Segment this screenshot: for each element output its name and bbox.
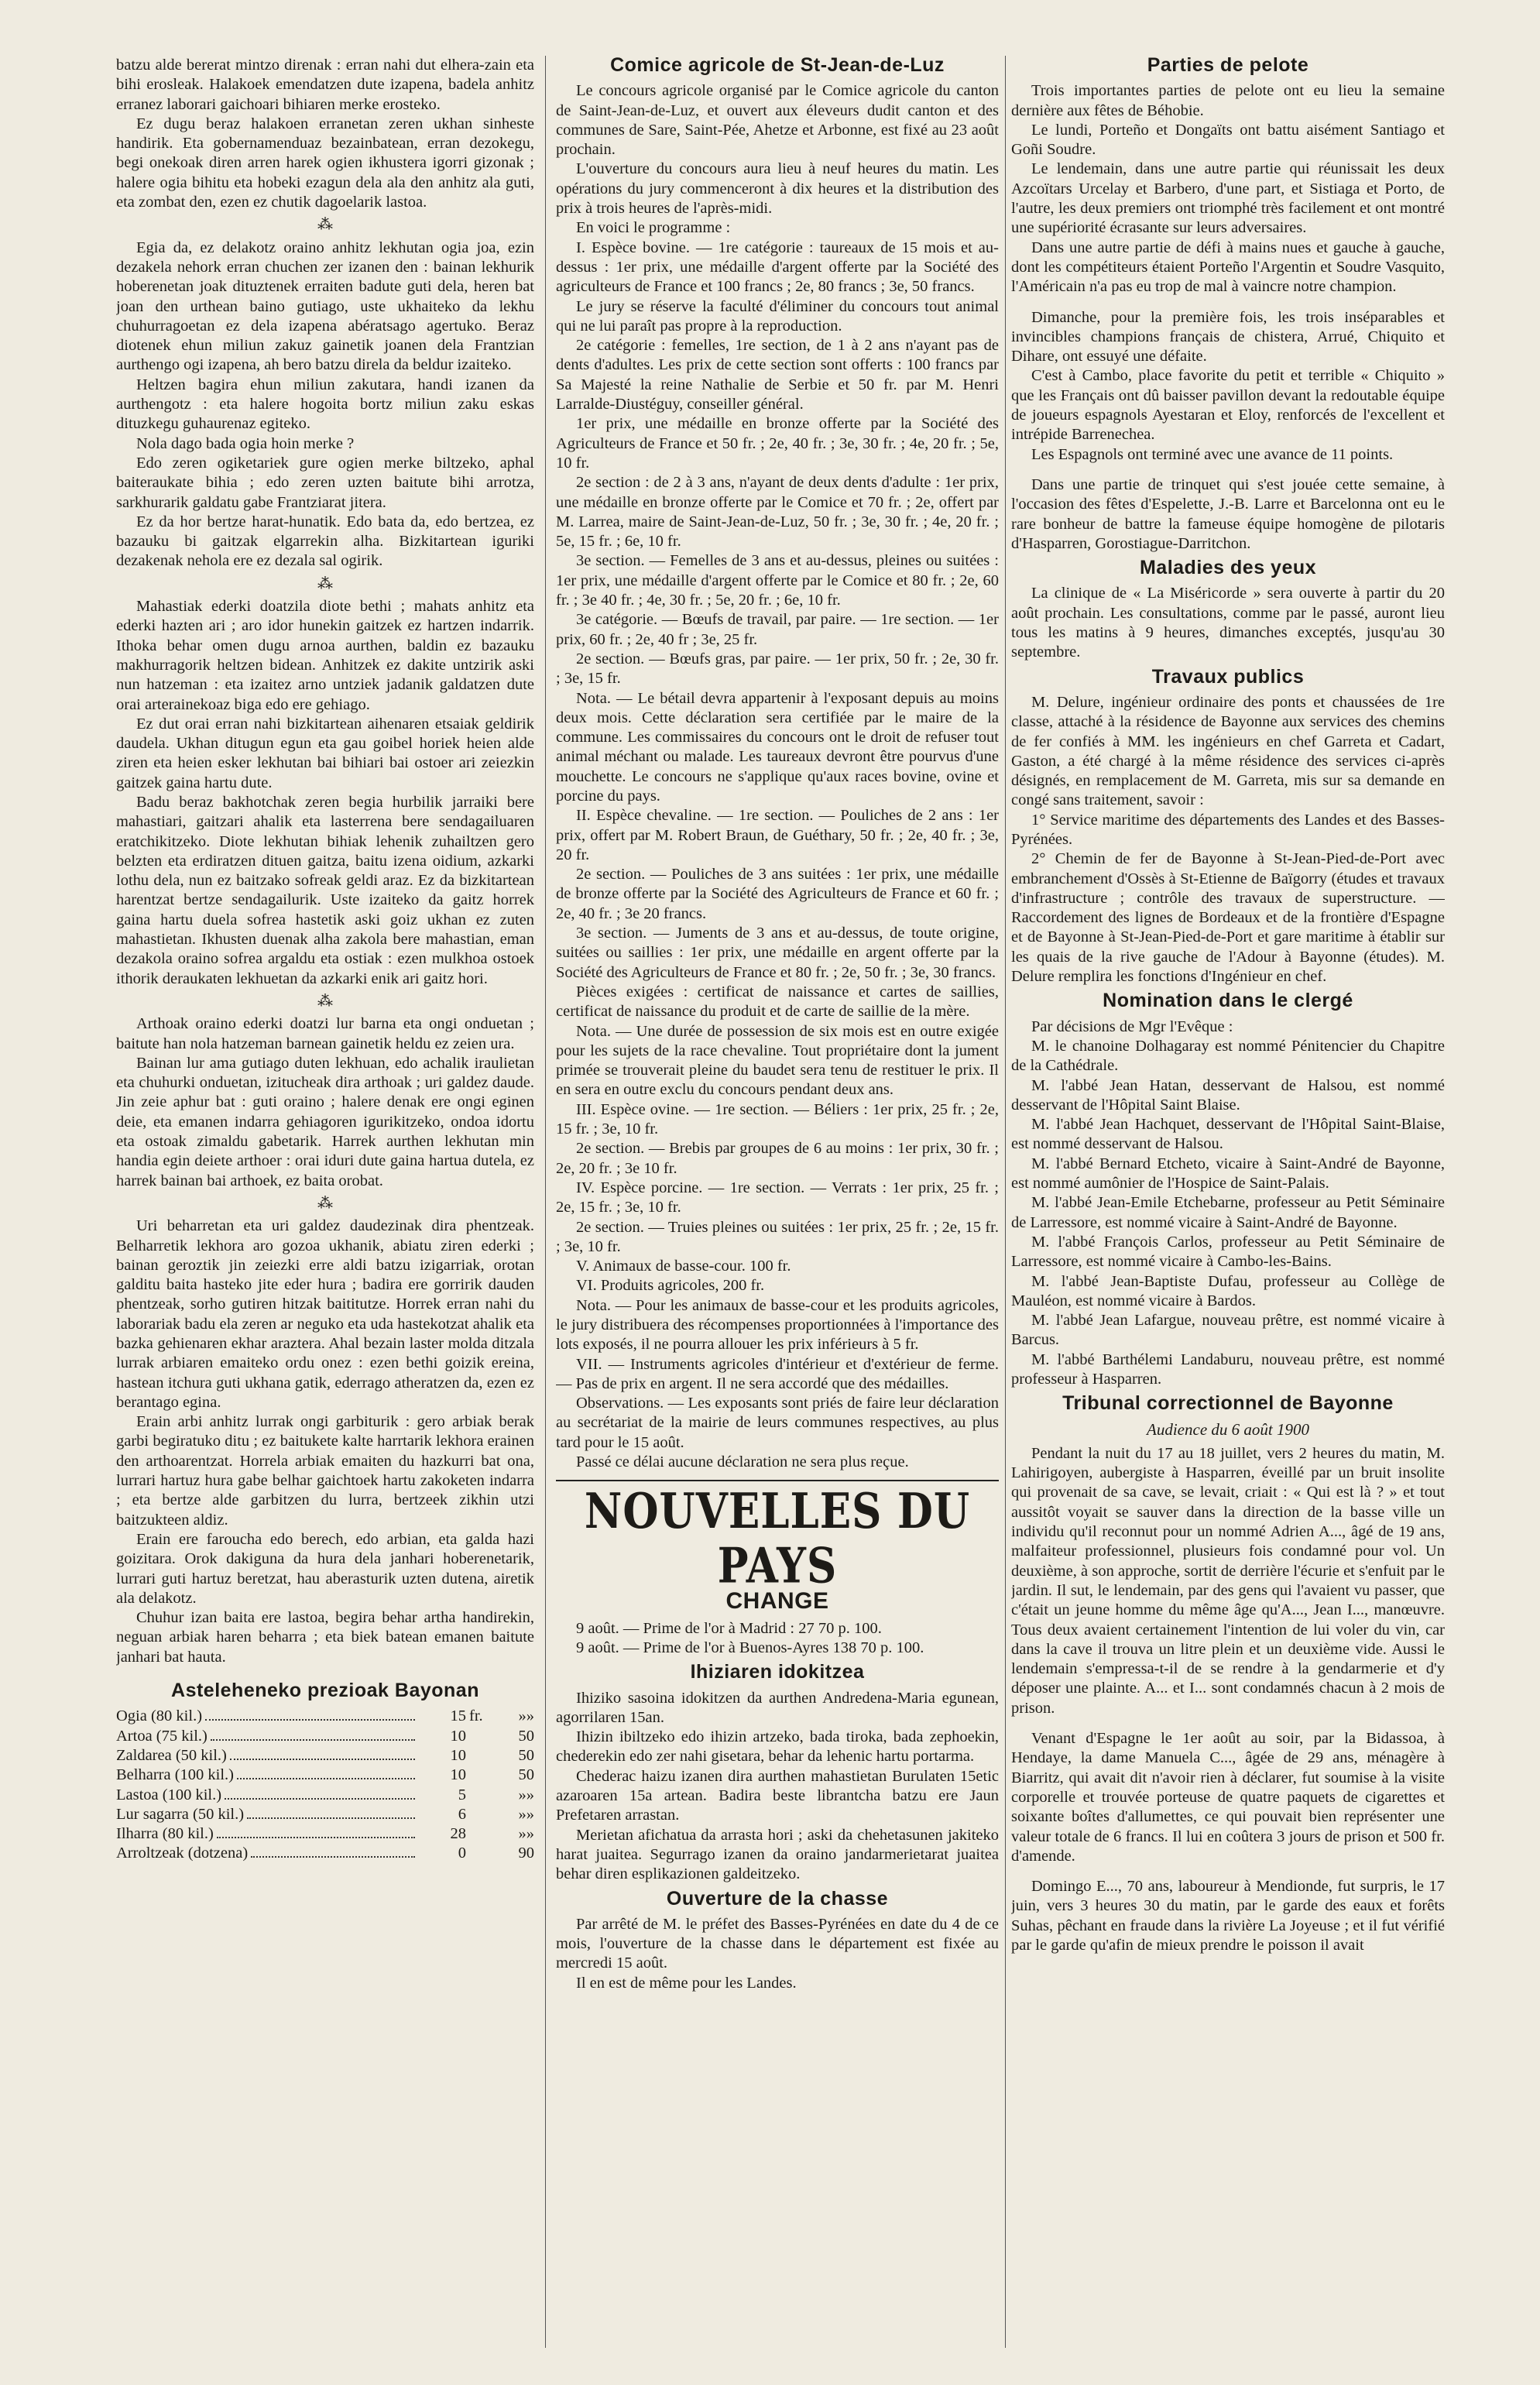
paragraph: M. l'abbé Jean-Baptiste Dufau, professeur au Collège de Mauléon, est nommé vicaire à Bardos. <box>1011 1272 1445 1309</box>
heading-tribunal: Tribunal correctionnel de Bayonne <box>1062 1392 1394 1415</box>
price-row <box>116 1707 534 1726</box>
heading-chasse: Ouverture de la chasse <box>666 1887 889 1910</box>
paragraph: L'ouverture du concours aura lieu à neuf heures du matin. Les opérations du jury commenceront à dix heures et la distribution des prix à trois heures de l'après-midi. <box>556 160 999 218</box>
price-francs: 15 <box>450 1707 466 1725</box>
paragraph: IV. Espèce porcine. — 1re section. — Verrats : 1er prix, 25 fr. ; 2e, 15 fr. ; 3e, 10 fr. <box>556 1179 999 1217</box>
paragraph: M. l'abbé Jean Hatan, desservant de Halsou, est nommé desservant de l'Hôpital Saint Blaise. <box>1011 1076 1445 1114</box>
price-row <box>116 1824 534 1844</box>
paragraph: 2e section. — Brebis par groupes de 6 au moins : 1er prix, 30 fr. ; 2e, 20 fr. ; 3e 10 fr. <box>556 1140 999 1177</box>
price-francs: 10 <box>450 1746 466 1764</box>
paragraph: V. Animaux de basse-cour. 100 fr. <box>576 1258 791 1275</box>
paragraph: Erain ere faroucha edo berech, edo arbian, eta galda hazi goizitara. Orok dakiguna da hura dela janhari hoberenetarik, lurrari guti hartuz beretzat, hau aberasturik uzten dutena, airetik ala delakotz. <box>116 1530 534 1607</box>
section-stars: ⁂ <box>317 1194 333 1212</box>
paragraph: Dans une autre partie de défi à mains nues et gauche à gauche, dont les compétiteurs étaient Porteño l'Argentin et Soudre Vasquito, l'Américain n'a pas eu trop de mal à vaincre notre champion. <box>1011 238 1445 296</box>
price-francs: 0 <box>458 1845 466 1862</box>
paragraph: Dans une partie de trinquet qui s'est jouée cette semaine, à l'occasion des fêtes d'Espelette, J.-B. Larre et Barcelonna ont eu le rare bonheur de battre la fameuse équipe homogène de pilotaris d'Hasparren, Gorostiague-Darritchon. <box>1011 475 1445 552</box>
paragraph: La clinique de « La Miséricorde » sera ouverte à partir du 20 août prochain. Les consultations, comme par le passé, auront lieu tous les matins à 9 heures, dimanches exceptés, jusqu'au 30 septembre. <box>1011 585 1445 661</box>
price-list <box>116 1707 534 1863</box>
price-row <box>116 1746 534 1766</box>
dot-leader <box>205 1719 415 1721</box>
heading-comice: Comice agricole de St-Jean-de-Luz <box>610 56 945 76</box>
paragraph: Pièces exigées : certificat de naissance et cartes de saillies, certificat de naissance du produit et de carte de saillie de la mère. <box>556 983 999 1021</box>
paragraph: I. Espèce bovine. — 1re catégorie : taureaux de 15 mois et au-dessus : 1er prix, une médaille d'argent offerte par la Société des agriculteurs de France et 100 francs ; 2e, 80 francs ; 3e, 50 francs. <box>556 238 999 296</box>
paragraph: Il en est de même pour les Landes. <box>576 1974 797 1992</box>
heading-pelote: Parties de pelote <box>1147 56 1309 76</box>
column-rule <box>545 56 546 2348</box>
paragraph: Passé ce délai aucune déclaration ne sera plus reçue. <box>576 1453 909 1471</box>
paragraph: Pendant la nuit du 17 au 18 juillet, vers 2 heures du matin, M. Lahirigoyen, aubergiste à Hasparren, éveillé par un bruit insolite qui provenait de sa cave, se levait, criait : « Qui est là ? » et tout aussitôt voyait se sauver dans la direction de la basse ville un individu qu'il reconnut pour un nommé Adrien A..., âgé de 19 ans, malfaiteur professionnel, plusieurs fois condamné pour vol. Un deuxième, à son approche, sortit de derrière l'écurie et s'enfuit par le jardin. Il sut, le lendemain, par des gens qui l'avaient vu passer, que c'était un jeune homme du même âge qu'A..., Jean I..., manœuvre. Tous deux avaient certainement l'intention de lui voler du vin, car dans la cave il trouva un litre plein et un deuxième vide. Aussi le lendemain s'empressa-t-il de se rendre à la gendarmerie et d'y déposer une plainte. A... et I... sont condamnés chacun à 2 mois de prison. <box>1011 1444 1445 1717</box>
paragraph: Trois importantes parties de pelote ont eu lieu la semaine dernière aux fêtes de Béhobie. <box>1011 82 1445 119</box>
heading-change: CHANGE <box>725 1588 829 1615</box>
paragraph: Ihiziko sasoina idokitzen da aurthen Andredena-Maria egunean, agorrilaren 15an. <box>556 1689 999 1726</box>
price-centimes: »» <box>518 1825 534 1843</box>
paragraph: II. Espèce chevaline. — 1re section. — Pouliches de 2 ans : 1er prix, offert par M. Robert Braun, de Guéthary, 50 fr. ; 2e, 40 fr. ; 3e, 20 fr. <box>556 807 999 863</box>
paragraph: Les Espagnols ont terminé avec une avance de 11 points. <box>1031 445 1394 463</box>
price-item-name: Artoa (75 kil.) <box>116 1727 208 1745</box>
dot-leader <box>237 1778 415 1779</box>
paragraph: Le jury se réserve la faculté d'éliminer du concours tout animal qui ne lui paraît pas propre à la reproduction. <box>556 297 999 335</box>
paragraph: Edo zeren ogiketariek gure ogien merke biltzeko, aphal baiteraukate bihia ; edo zeren uzten baitute bihi arrotza, sarkhurarik galdatu gabe Frantziarat jitera. <box>116 454 534 511</box>
section-stars: ⁂ <box>317 216 333 234</box>
paragraph: M. l'abbé Jean-Emile Etchebarne, professeur au Petit Séminaire de Larressore, est nommé vicaire à Saint-André de Bayonne. <box>1011 1194 1445 1231</box>
price-francs: 28 <box>450 1825 466 1843</box>
paragraph: Chuhur izan baita ere lastoa, begira behar artha handirekin, neguan arbiak haren beharra ; eta biek batean emanen baitute janhari bat hauta. <box>116 1609 534 1666</box>
paragraph: III. Espèce ovine. — 1re section. — Béliers : 1er prix, 25 fr. ; 2e, 15 fr. ; 3e, 10 fr. <box>556 1100 999 1138</box>
paragraph: M. l'abbé Barthélemi Landaburu, nouveau prêtre, est nommé professeur à Hasparren. <box>1011 1350 1445 1388</box>
dot-leader <box>225 1798 415 1800</box>
paragraph: 3e section. — Femelles de 3 ans et au-dessus, pleines ou suitées : 1er prix, une médaille d'argent offerte par le Comice et 80 fr. ; 2e, 60 fr. ; 3e 40 fr. ; 4e, 30 fr. ; 5e, 20 fr. ; 6e, 10 fr. <box>556 552 999 609</box>
dot-leader <box>247 1817 415 1819</box>
paragraph: Par arrêté de M. le préfet des Basses-Pyrénées en date du 4 de ce mois, l'ouverture de la chasse dans le département est fixée au mercredi 15 août. <box>556 1915 999 1972</box>
section-stars: ⁂ <box>317 575 333 592</box>
paragraph: Ez dut orai erran nahi bizkitartean aihenaren etsaiak geldirik daudela. Ukhan ditugun egun eta gau goibel horiek heien alde ziren eta heien esker lekhutan bai bihiari bai ostoer ari zeiezkin gaitzek gaina hartu dute. <box>116 715 534 791</box>
paragraph: Nota. — Une durée de possession de six mois est en outre exigée pour les sujets de la race chevaline. Tout propriétaire dont la jument primée se trouverait pleine du baudet sera tenu de restituer le prix. Il en sera en outre exclu du concours pendant deux ans. <box>556 1022 999 1099</box>
paragraph: VI. Produits agricoles, 200 fr. <box>576 1277 765 1295</box>
paragraph: Mahastiak ederki doatzila diote bethi ; mahats anhitz eta ederki hazten ari ; aro idor hunekin gaitzek ez hartzen indarrik. Ithoka behar omen dugu arnoa aurthen, baldin ez bazauku makhurragorik heltzen bidean. Anhitzek ez dakite untzirik aski nun hatzeman : eta izaitez arno untziek jadanik galdatzen dute orai arterainekoaz biga edo ere gehiago. <box>116 598 534 713</box>
price-item-name: Arroltzeak (dotzena) <box>116 1845 249 1862</box>
paragraph: Observations. — Les exposants sont priés de faire leur déclaration au secrétariat de la mairie de leurs communes respectives, au plus tard pour le 15 août. <box>556 1395 999 1451</box>
rates-heading: Asteleheneko prezioak Bayonan <box>171 1680 479 1702</box>
paragraph: Bainan lur ama gutiago duten lekhuan, edo achalik iraulietan eta chuhurki onduetan, izitucheak dira arthoak ; uri galdez daude. Jin zeie aphur bat : guti oraino ; halere denak ere ongi eginen deie, eta emanen indarra gehiagoren igurikitzeko, ondoa idortu eta ostoak zimaldu gabetarik. Harrek aurthen lekhutan min handia egin deiete arthoer : orai iduri dute gaina hartua dutela, ez harrek bainan bai arthoek, ez baita orobat. <box>116 1054 534 1189</box>
divider <box>556 1480 999 1481</box>
paragraph: 2e catégorie : femelles, 1re section, de 1 à 2 ans n'ayant pas de dents d'adultes. Les prix de cette section sont offerts : 100 francs par Sa Majesté la reine Nathalie de Serbie et 50 fr. par M. Henri Larralde-Diustéguy, conseiller général. <box>556 337 999 414</box>
price-item-name: Ogia (80 kil.) <box>116 1707 203 1725</box>
price-centimes: 50 <box>518 1727 534 1745</box>
paragraph: 2e section : de 2 à 3 ans, n'ayant de deux dents d'adulte : 1er prix, une médaille en bronze offerte par le Comice et 70 fr. ; 2e, offert par M. Larrea, maire de Saint-Jean-de-Luz, 50 fr. ; 3e, 30 fr. ; 4e, 20 fr. ; 5e, 15 fr. ; 6e, 10 fr. <box>556 474 999 551</box>
price-row <box>116 1844 534 1863</box>
paragraph: 2e section. — Bœufs gras, par paire. — 1er prix, 50 fr. ; 2e, 30 fr. ; 3e, 15 fr. <box>556 650 999 688</box>
price-centimes: 50 <box>518 1766 534 1784</box>
paragraph: M. l'abbé Jean Hachquet, desservant de l'Hôpital Saint-Blaise, est nommé desservant de Halsou. <box>1011 1116 1445 1153</box>
paragraph: 3e catégorie. — Bœufs de travail, par paire. — 1re section. — 1er prix, 60 fr. ; 2e, 40 fr ; 3e, 25 fr. <box>556 611 999 648</box>
paragraph: Erain arbi anhitz lurrak ongi garbiturik : gero arbiak berak garbi begiratuko ditu ; ez baitukete kalte harrtarik lekhora erainen den arthoarentzat. Horrela arbiak emaiten du hazkurri bat ona, lurrari hartuz hura gabe belhar gaichtoek hartu zakoketen indarra ; eta bertze alde garbitzen du lurra, bertzeek zikhin utzi baitzukteen aldiz. <box>116 1413 534 1529</box>
heading-travaux: Travaux publics <box>1151 665 1305 688</box>
paragraph: batzu alde bererat mintzo direnak : erran nahi dut elhera-zain eta bihi erosleak. Halakoek emendatzen dute izapena, badela anhitz erranez laborari gaichoari bihiaren merke erosteko. <box>116 57 534 113</box>
heading-clerge: Nomination dans le clergé <box>1103 990 1353 1012</box>
paragraph: 1° Service maritime des départements des Landes et des Basses-Pyrénées. <box>1011 811 1445 848</box>
paragraph: M. Delure, ingénieur ordinaire des ponts et chaussées de 1re classe, attaché à la résidence de Bayonne aux services des chemins de fer confiés à MM. les ingénieurs en chef Garreta et Cadart, Gaston, a été chargé à la même résidence des services ci-après désignés, en remplacement de M. Garreta, mis sur sa demande en congé sans traitement, savoir : <box>1011 693 1445 809</box>
price-item-name: Belharra (100 kil.) <box>116 1766 234 1784</box>
price-row <box>116 1805 534 1824</box>
price-francs: 10 <box>450 1766 466 1784</box>
paragraph: M. le chanoine Dolhagaray est nommé Pénitencier du Chapitre de la Cathédrale. <box>1011 1037 1445 1075</box>
paragraph: 9 août. — Prime de l'or à Buenos-Ayres 138 70 p. 100. <box>576 1639 924 1656</box>
paragraph: Chederac haizu izanen dira aurthen mahastietan Burulaten 15etic azaroaren 15a artean. Badira beste librantcha batzu ere Jaun Prefetaren arrastan. <box>556 1767 999 1824</box>
paragraph: Ez da hor bertze harat-hunatik. Edo bata da, edo bertzea, ez bazauku bi gaitzak elgarrekin alha. Bizkitartean iguriki dezakenak nehola ere ez dezala sal ogirik. <box>116 513 534 570</box>
paragraph: C'est à Cambo, place favorite du petit et terrible « Chiquito » que les Français ont dû baisser pavillon devant la redoutable équipe de joueurs espagnols Ayestaran et Eloy, renforcés de l'excellent et intrépide Barrenechea. <box>1011 367 1445 444</box>
column-comice-nouvelles <box>556 56 999 2348</box>
paragraph: Dimanche, pour la première fois, les trois inséparables et invincibles champions français de chistera, Arrué, Chiquito et Dihare, ont essuyé une défaite. <box>1011 308 1445 365</box>
paragraph: 3e section. — Juments de 3 ans et au-dessus, de toute origine, suitées ou saillies : 1er prix, une médaille en argent offerte par la Société des Agriculteurs de France et 80 fr. ; 2e, 50 fr. ; 3e, 30 francs. <box>556 925 999 981</box>
paragraph: Nota. — Le bétail devra appartenir à l'exposant depuis au moins deux mois. Cette déclaration sera certifiée par le maire de la commune. Les commissaires du concours ont le droit de refuser tout animal méchant ou malade. Les taureaux devront être pourvus d'une mouchette. Le concours ne s'applique qu'aux races bovine, ovine et porcine du pays. <box>556 689 999 805</box>
column-basque-farming <box>116 56 534 2348</box>
dot-leader <box>230 1759 415 1760</box>
paragraph: Arthoak oraino ederki doatzi lur barna eta ongi onduetan ; baitute han nola hatzeman barnean gainetik heldu ez zeien ura. <box>116 1015 534 1052</box>
dot-leader <box>217 1837 415 1838</box>
dot-leader <box>211 1739 415 1741</box>
column-local-news <box>1011 56 1445 2348</box>
paragraph: Venant d'Espagne le 1er août au soir, par la Bidassoa, à Hendaye, la dame Manuela C..., âgée de 29 ans, ménagère à Biarritz, qui avait dit n'avoir rien à déclarer, fut soumise à la visite corporelle et trouvée porteuse de quatre paquets de cigarettes et soixante boîtes d'allumettes, ce qui pouvait bien représenter une valeur totale de 6 francs. Il lui en coûtera 3 jours de prison et 500 fr. d'amende. <box>1011 1730 1445 1865</box>
paragraph: M. l'abbé Bernard Etcheto, vicaire à Saint-André de Bayonne, est nommé aumônier de l'Hospice de Saint-Palais. <box>1011 1155 1445 1192</box>
dot-leader <box>251 1856 415 1858</box>
price-row <box>116 1786 534 1805</box>
paragraph: Nota. — Pour les animaux de basse-cour et les produits agricoles, le jury distribuera des récompenses proportionnées à l'importance des lots exposés, il ne pourra allouer les prix inférieurs à 5 fr. <box>556 1296 999 1354</box>
paragraph: 9 août. — Prime de l'or à Madrid : 27 70 p. 100. <box>576 1619 882 1637</box>
audience-date: Audience du 6 août 1900 <box>1147 1419 1309 1439</box>
paragraph: Ihizin ibiltzeko edo ihizin artzeko, bada tiroka, bada zephoekin, chederekin edo zer nahi gisetara, behar da lehenic hartu portarma. <box>556 1728 999 1766</box>
price-centimes: »» <box>518 1707 534 1725</box>
price-row <box>116 1766 534 1785</box>
paragraph: M. l'abbé François Carlos, professeur au Petit Séminaire de Larressore, est nommé vicaire à Cambo-les-Bains. <box>1011 1233 1445 1271</box>
paragraph: M. l'abbé Jean Lafargue, nouveau prêtre, est nommé vicaire à Barcus. <box>1011 1312 1445 1349</box>
section-stars: ⁂ <box>317 992 333 1010</box>
heading-yeux: Maladies des yeux <box>1139 557 1317 579</box>
paragraph: Par décisions de Mgr l'Evêque : <box>1031 1017 1233 1035</box>
price-item-name: Ilharra (80 kil.) <box>116 1825 214 1843</box>
price-francs: 10 <box>450 1727 466 1745</box>
paragraph: Uri beharretan eta uri galdez daudezinak dira phentzeak. Belharretik lekhora aro gozoa ukhanik, abiatu ziren ederki ; bainan geroztik jin zeiezki erre aldi batzu izigarriak, orotan galditu baita hasteko jite eder hura ; badira ere gorririk dauden phentzeak, sorho gutiren hitzak baititutze. Horrek erran nahi du laborariak badu ela zeren ar neguko eta uda hastekotzat ahalik eta bazka gehienaren ekhar araztera. Ahal bezain laster molda ditzala lurrak arbiaren emaiteko ordu onez : ezen bethi goizik ereina, hastean itchura guti ukhana gatik, ederrago atheratzen da, ezen ez berantago egina. <box>116 1217 534 1411</box>
price-centimes: 90 <box>518 1845 534 1862</box>
paragraph: Nola dago bada ogia hoin merke ? <box>136 434 355 452</box>
price-centimes: »» <box>518 1805 534 1823</box>
paragraph: Domingo E..., 70 ans, laboureur à Mendionde, fut surpris, le 17 juin, vers 3 heures 30 du matin, par le garde des eaux et forêts Suhas, pêchant en fraude dans la rivière La Joyeuse ; et il fut vérifié par le garde qu'afin de mieux prendre le poisson il avait <box>1011 1878 1445 1954</box>
paragraph: VII. — Instruments agricoles d'intérieur et d'extérieur de ferme. — Pas de prix en argent. Il ne sera accordé que des médailles. <box>556 1355 999 1392</box>
price-unit: fr. <box>469 1707 483 1725</box>
price-francs: 5 <box>458 1786 466 1803</box>
paragraph: Heltzen bagira ehun miliun zakutara, handi izanen da aurthengotz : eta halere hogoita bortz miliun zaku eskas dituzkegu guhaurenaz egiteko. <box>116 376 534 433</box>
paragraph: Le lundi, Porteño et Dongaïts ont battu aisément Santiago et Goñi Soudre. <box>1011 121 1445 159</box>
price-centimes: »» <box>518 1786 534 1803</box>
paragraph: Le lendemain, dans une autre partie qui réunissait les deux Azcoïtars Urcelay et Barbero, d'une part, et Sistiaga et Porto, de l'autre, les deux premiers ont triomphé très facilement et ont montré une supériorité écrasante sur leurs adversaires. <box>1011 160 1445 237</box>
heading-ihiziaren: Ihiziaren idokitzea <box>690 1661 865 1683</box>
paragraph: Ez dugu beraz halakoen erranetan zeren ukhan sinheste handirik. Eta gobernamenduaz bezainbatean, erran dezokegu, begi onekoak diren arren harek ogien ikhustera igorri gizonak ; halere ogia bihitu eta hobeki ezagun dela ala den anhitz ala guti, eta zombat den, ezen ez chutik dagoelarik lastoa. <box>116 115 534 211</box>
paragraph: 2e section. — Pouliches de 3 ans suitées : 1er prix, une médaille de bronze offerte par la Société des Agriculteurs de France et 60 fr. ; 2e, 40 fr. ; 3e 20 francs. <box>556 866 999 922</box>
price-item-name: Zaldarea (50 kil.) <box>116 1746 227 1764</box>
price-item-name: Lastoa (100 kil.) <box>116 1786 222 1803</box>
paragraph: En voici le programme : <box>576 219 731 237</box>
paragraph: Le concours agricole organisé par le Comice agricole du canton de Saint-Jean-de-Luz, et ouvert aux éleveurs dudit canton et des communes de Sare, Saint-Pée, Ahetze et Arbonne, est fixé au 23 août prochain. <box>556 82 999 159</box>
price-row <box>116 1727 534 1746</box>
paragraph: Merietan afichatua da arrasta hori ; aski da chehetasunen jakiteko harat juaitea. Segurrago izanen da oraino jandarmerietarat juaitea behar diren esplikazionen galdeitzeko. <box>556 1826 999 1883</box>
paragraph: Egia da, ez delakotz oraino anhitz lekhutan ogia joa, ezin dezakela nehork erran chuchen zer izanen den : bainan lekhurik hoberenetan joak dituztenek erraiten badute guti dela, heren bat joan den urthean baino gutiago, uste ukhaiteko da lekhu chuhurragoetan ez dela izapena abératsago agertuko. Beraz diotenek ehun miliun zakuz gainetik joanen dela Frantzian aurthengo ogi izapena, ah bero batzu direla da beldur izaiteko. <box>116 238 534 374</box>
price-francs: 6 <box>458 1805 466 1823</box>
price-item-name: Lur sagarra (50 kil.) <box>116 1805 245 1823</box>
column-rule <box>1005 56 1006 2348</box>
price-centimes: 50 <box>518 1746 534 1764</box>
paragraph: 2e section. — Truies pleines ou suitées : 1er prix, 25 fr. ; 2e, 15 fr. ; 3e, 10 fr. <box>556 1218 999 1255</box>
paragraph: 1er prix, une médaille en bronze offerte par la Société des Agriculteurs de France et 50 fr. ; 2e, 40 fr. ; 3e, 30 fr. ; 4e, 20 fr. ; 5e, 10 fr. <box>556 415 999 472</box>
paragraph: 2° Chemin de fer de Bayonne à St-Jean-Pied-de-Port avec embranchement d'Ossès à St-Etienne de Baïgorry (études et travaux d'infrastructure ; contrôle des travaux de superstructure. — Raccordement des lignes de Bordeaux et de la frontière d'Espagne et de Bayonne à St-Jean-Pied-de-Port et gare maritime à établir sur les quais de la rive gauche de l'Adour à Bayonne (études). M. Delure remplira les fonctions d'Ingénieur en chef. <box>1011 850 1445 986</box>
paragraph: Badu beraz bakhotchak zeren begia hurbilik jarraiki bere mahastiari, gaitzari ahalik eta lasterrena bere sendagailuaren eratchikitzeko. Diote lekhutan bihiak lehenik zuhailtzen gero belzten eta erdiratzen dituen gaitza, baitu izena oidium, azkarki lothu dela, nun ez baitzako sofreak geldi araz. Ez da bizkitartean harentzat bertze sendagailurik. Uste izaiteko da gaitz horrek gaina hartu duela sofrea hastetik aski goiz ukhan ez zuten mahastietan. Ikhusten duenak alha zakola bere mahastian, eman dezakola oraino sofrea argaldu eta ostiak : ezen mulkhoa ostoek ithorik deraukaten lekhuetan da azkarki enik ari gaitz hori. <box>116 793 534 987</box>
nouvelles-du-pays-title: NOUVELLES DU PAYS <box>584 1483 971 1595</box>
